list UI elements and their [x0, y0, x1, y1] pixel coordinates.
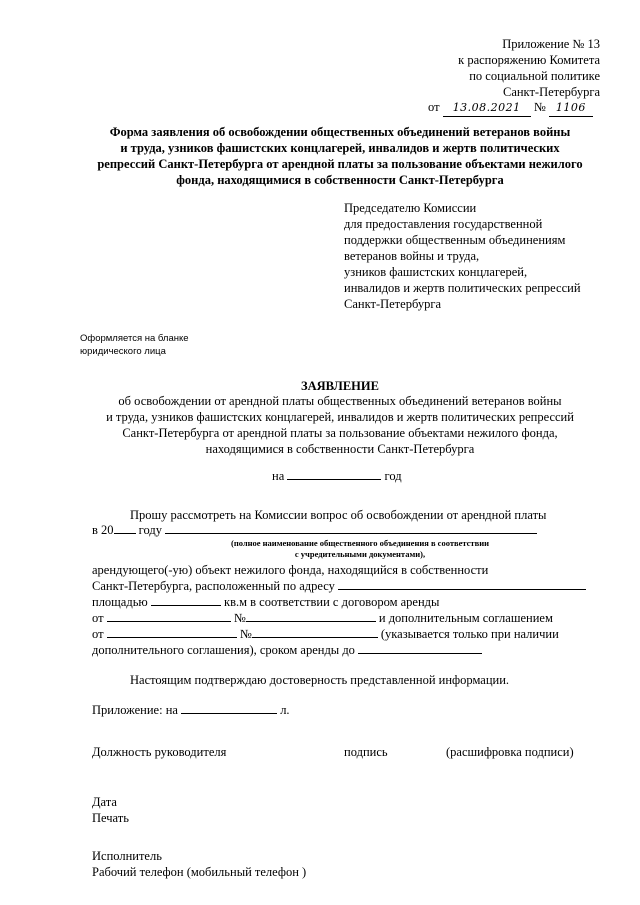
area-line: [92, 594, 439, 610]
area-suffix: кв.м в соответствии с договором аренды: [224, 595, 440, 609]
address-blank[interactable]: [338, 578, 586, 590]
area-blank[interactable]: [151, 594, 221, 606]
addressee-line-7: Санкт-Петербурга: [344, 297, 442, 311]
form-title-line-1: Форма заявления об освобождении общественных объединений ветеранов войны: [109, 125, 571, 139]
date-prefix: от: [428, 100, 440, 114]
letterhead-note-line-1: Оформляется на бланке: [80, 333, 189, 344]
confirmation-line: Настоящим подтверждаю достоверность представленной информации.: [130, 673, 510, 687]
date-label: Дата: [92, 795, 117, 809]
stamp-label: Печать: [92, 811, 129, 825]
lease-term-label: дополнительного соглашения), сроком аренды до: [92, 643, 355, 657]
statement-year-line: [272, 468, 402, 484]
only-if-note: (указывается только при наличии: [380, 627, 559, 641]
org-name-hint-1: (полное наименование общественного объединения в соответствии: [230, 538, 489, 548]
signature-label: подпись: [344, 745, 388, 759]
order-date-line: [428, 99, 593, 117]
committee-line: по социальной политике: [469, 69, 600, 83]
form-title-line-4: фонда, находящимися в собственности Санкт-Петербурга: [176, 173, 504, 187]
order-number-handwritten: 1106: [549, 100, 593, 117]
phone-label: Рабочий телефон (мобильный телефон ): [92, 865, 307, 879]
contract-line: [92, 610, 553, 626]
statement-line-3: Санкт-Петербурга от арендной платы за пользование объектами нежилого фонда,: [122, 426, 558, 440]
address-line: [92, 578, 586, 594]
request-line: Прошу рассмотреть на Комиссии вопрос об освобождении от арендной платы: [130, 508, 547, 522]
org-name-hint-2: с учредительными документами),: [294, 549, 426, 559]
addl-number-blank[interactable]: [252, 626, 378, 638]
year-word: году: [138, 523, 162, 537]
org-name-line: [92, 522, 537, 538]
attachment-pages-blank[interactable]: [181, 702, 277, 714]
leasing-line: арендующего(-ую) объект нежилого фонда, находящийся в собственности: [92, 563, 489, 577]
area-prefix: площадью: [92, 595, 148, 609]
year-blank[interactable]: [287, 468, 381, 480]
form-title-line-2: и труда, узников фашистских концлагерей, инвалидов и жертв политических: [120, 141, 560, 155]
addressee-line-4: ветеранов войны и труда,: [344, 249, 480, 263]
addressee-line-1: Председателю Комиссии: [344, 201, 477, 215]
addressee-line-5: узников фашистских концлагерей,: [344, 265, 528, 279]
addressee-line-6: инвалидов и жертв политических репрессий: [344, 281, 581, 295]
signature-decode-label: (расшифровка подписи): [446, 745, 574, 759]
appendix-label: Приложение № 13: [502, 37, 600, 51]
attachment-line: [92, 702, 290, 718]
addl-date-blank[interactable]: [107, 626, 237, 638]
contract-date-blank[interactable]: [107, 610, 231, 622]
in-year-label: в 20: [92, 523, 114, 537]
addl-number-label: №: [239, 627, 252, 641]
year-prefix: на: [272, 469, 285, 483]
statement-heading: ЗАЯВЛЕНИЕ: [301, 379, 379, 393]
lease-term-line: [92, 642, 482, 658]
position-label: Должность руководителя: [92, 745, 227, 759]
year-suffix: год: [384, 469, 402, 483]
contract-number-label: №: [233, 611, 246, 625]
address-label: Санкт-Петербурга, расположенный по адресу: [92, 579, 335, 593]
contract-number-blank[interactable]: [246, 610, 376, 622]
addressee-line-2: для предоставления государственной: [344, 217, 543, 231]
year-digits-blank[interactable]: [114, 522, 136, 534]
letterhead-note-line-2: юридического лица: [80, 346, 166, 357]
statement-line-1: об освобождении от арендной платы общественных объединений ветеранов войны: [118, 394, 562, 408]
executor-label: Исполнитель: [92, 849, 162, 863]
number-prefix: №: [533, 100, 546, 114]
form-title-line-3: репрессий Санкт-Петербурга от арендной платы за пользование объектами нежилого: [97, 157, 583, 171]
attachment-prefix: Приложение: на: [92, 703, 178, 717]
attachment-suffix: л.: [280, 703, 290, 717]
statement-line-4: находящимися в собственности Санкт-Петербурга: [205, 442, 475, 456]
lease-term-blank[interactable]: [358, 642, 482, 654]
additional-agreement-label: и дополнительным соглашением: [378, 611, 553, 625]
order-date-handwritten: 13.08.2021: [443, 100, 531, 117]
order-line: к распоряжению Комитета: [458, 53, 600, 67]
addl-from-label: от: [92, 627, 104, 641]
city-line: Санкт-Петербурга: [502, 85, 600, 99]
contract-from-label: от: [92, 611, 104, 625]
addl-agreement-line: [92, 626, 559, 642]
addressee-line-3: поддержки общественным объединениям: [344, 233, 566, 247]
org-name-blank[interactable]: [165, 522, 537, 534]
statement-line-2: и труда, узников фашистских концлагерей, инвалидов и жертв политических репрессий: [106, 410, 574, 424]
